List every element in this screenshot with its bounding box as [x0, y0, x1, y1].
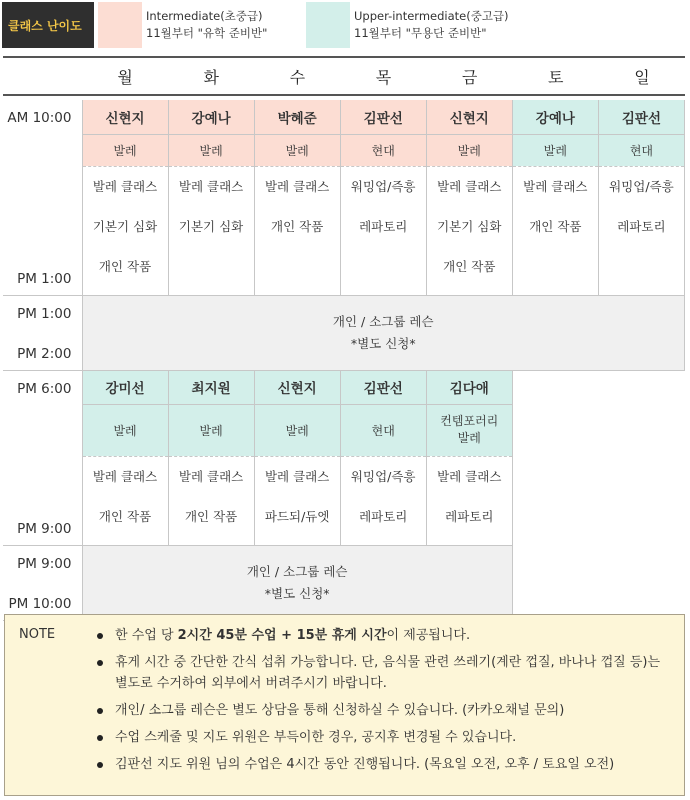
teacher-name: 신현지: [254, 370, 340, 404]
class-style: 발레: [82, 134, 168, 166]
teacher-name: 최지원: [168, 370, 254, 404]
class-content: 발레 클래스 개인 작품: [254, 166, 340, 295]
class-style: 발레: [168, 404, 254, 456]
legend-title: 클래스 난이도: [2, 2, 94, 48]
teacher-name: 김판선: [598, 100, 684, 134]
class-style: 현대: [598, 134, 684, 166]
note-item: 수업 스케줄 및 지도 위원은 부득이한 경우, 공지후 변경될 수 있습니다.: [97, 727, 667, 748]
schedule-grid: [3, 100, 685, 621]
class-style: 현대: [340, 404, 426, 456]
day-header: [3, 56, 685, 96]
teacher-name: 신현지: [82, 100, 168, 134]
class-style: 발레: [512, 134, 598, 166]
note-item: 휴게 시간 중 간단한 간식 섭취 가능합니다. 단, 음식물 관련 쓰레기(계란 껍질, 바나나 껍질 등)는 별도로 수거하여 외부에서 버려주시기 바랍니다.: [97, 652, 667, 694]
private-lesson-block: 개인 / 소그룹 레슨 *별도 신청*: [82, 545, 512, 620]
legend-label-intermediate: Intermediate(초중급) 11월부터 "유학 준비반": [146, 9, 268, 40]
note-item: 개인/ 소그룹 레슨은 별도 상담을 통해 신청하실 수 있습니다. (카카오채널 문의): [97, 700, 667, 721]
teacher-name: 강예나: [512, 100, 598, 134]
class-style: 현대: [340, 134, 426, 166]
class-content: 워밍업/즉흥 레파토리: [340, 166, 426, 295]
class-content: 워밍업/즉흥 레파토리: [598, 166, 684, 295]
day-sun: 일: [599, 57, 685, 95]
class-content: 발레 클래스 기본기 심화: [168, 166, 254, 295]
legend-swatch-intermediate: [98, 2, 142, 48]
class-content: 발레 클래스 레파토리: [426, 456, 512, 545]
class-content: 발레 클래스 기본기 심화 개인 작품: [82, 166, 168, 295]
class-content: 발레 클래스 개인 작품: [512, 166, 598, 295]
difficulty-legend: [2, 2, 688, 50]
class-style: 발레: [168, 134, 254, 166]
class-style: 발레: [254, 134, 340, 166]
notes-label: NOTE: [19, 627, 56, 642]
time-slot-night: PM 9:00 PM 10:00: [3, 545, 82, 620]
teacher-name: 김판선: [340, 370, 426, 404]
day-mon: 월: [82, 57, 168, 95]
class-content: 발레 클래스 개인 작품: [82, 456, 168, 545]
day-wed: 수: [254, 57, 340, 95]
time-slot-morning: AM 10:00 PM 1:00: [3, 100, 82, 295]
teacher-name: 신현지: [426, 100, 512, 134]
time-slot-midday: PM 1:00 PM 2:00: [3, 295, 82, 370]
notes-box: [4, 614, 685, 796]
day-thu: 목: [340, 57, 426, 95]
teacher-name: 김다애: [426, 370, 512, 404]
class-style: 발레: [82, 404, 168, 456]
class-style: 발레: [254, 404, 340, 456]
teacher-name: 강예나: [168, 100, 254, 134]
class-style: 발레: [426, 134, 512, 166]
legend-swatch-upper: [306, 2, 350, 48]
class-content: 발레 클래스 기본기 심화 개인 작품: [426, 166, 512, 295]
private-lesson-block: 개인 / 소그룹 레슨 *별도 신청*: [82, 295, 685, 370]
day-sat: 토: [513, 57, 599, 95]
time-slot-evening: PM 6:00 PM 9:00: [3, 370, 82, 545]
class-content: 워밍업/즉흥 레파토리: [340, 456, 426, 545]
class-content: 발레 클래스 개인 작품: [168, 456, 254, 545]
day-fri: 금: [427, 57, 513, 95]
note-item: 김판선 지도 위원 님의 수업은 4시간 동안 진행됩니다. (목요일 오전, 오후 / 토요일 오전): [97, 754, 667, 775]
legend-label-upper: Upper-intermediate(중고급) 11월부터 "무용단 준비반": [354, 9, 509, 40]
note-item: 한 수업 당 2시간 45분 수업 + 15분 휴게 시간이 제공됩니다.: [97, 625, 667, 646]
teacher-name: 강미선: [82, 370, 168, 404]
day-tue: 화: [168, 57, 254, 95]
class-style: 컨템포러리 발레: [426, 404, 512, 456]
teacher-name: 김판선: [340, 100, 426, 134]
notes-list: [97, 625, 667, 781]
teacher-name: 박혜준: [254, 100, 340, 134]
class-content: 발레 클래스 파드되/듀엣: [254, 456, 340, 545]
